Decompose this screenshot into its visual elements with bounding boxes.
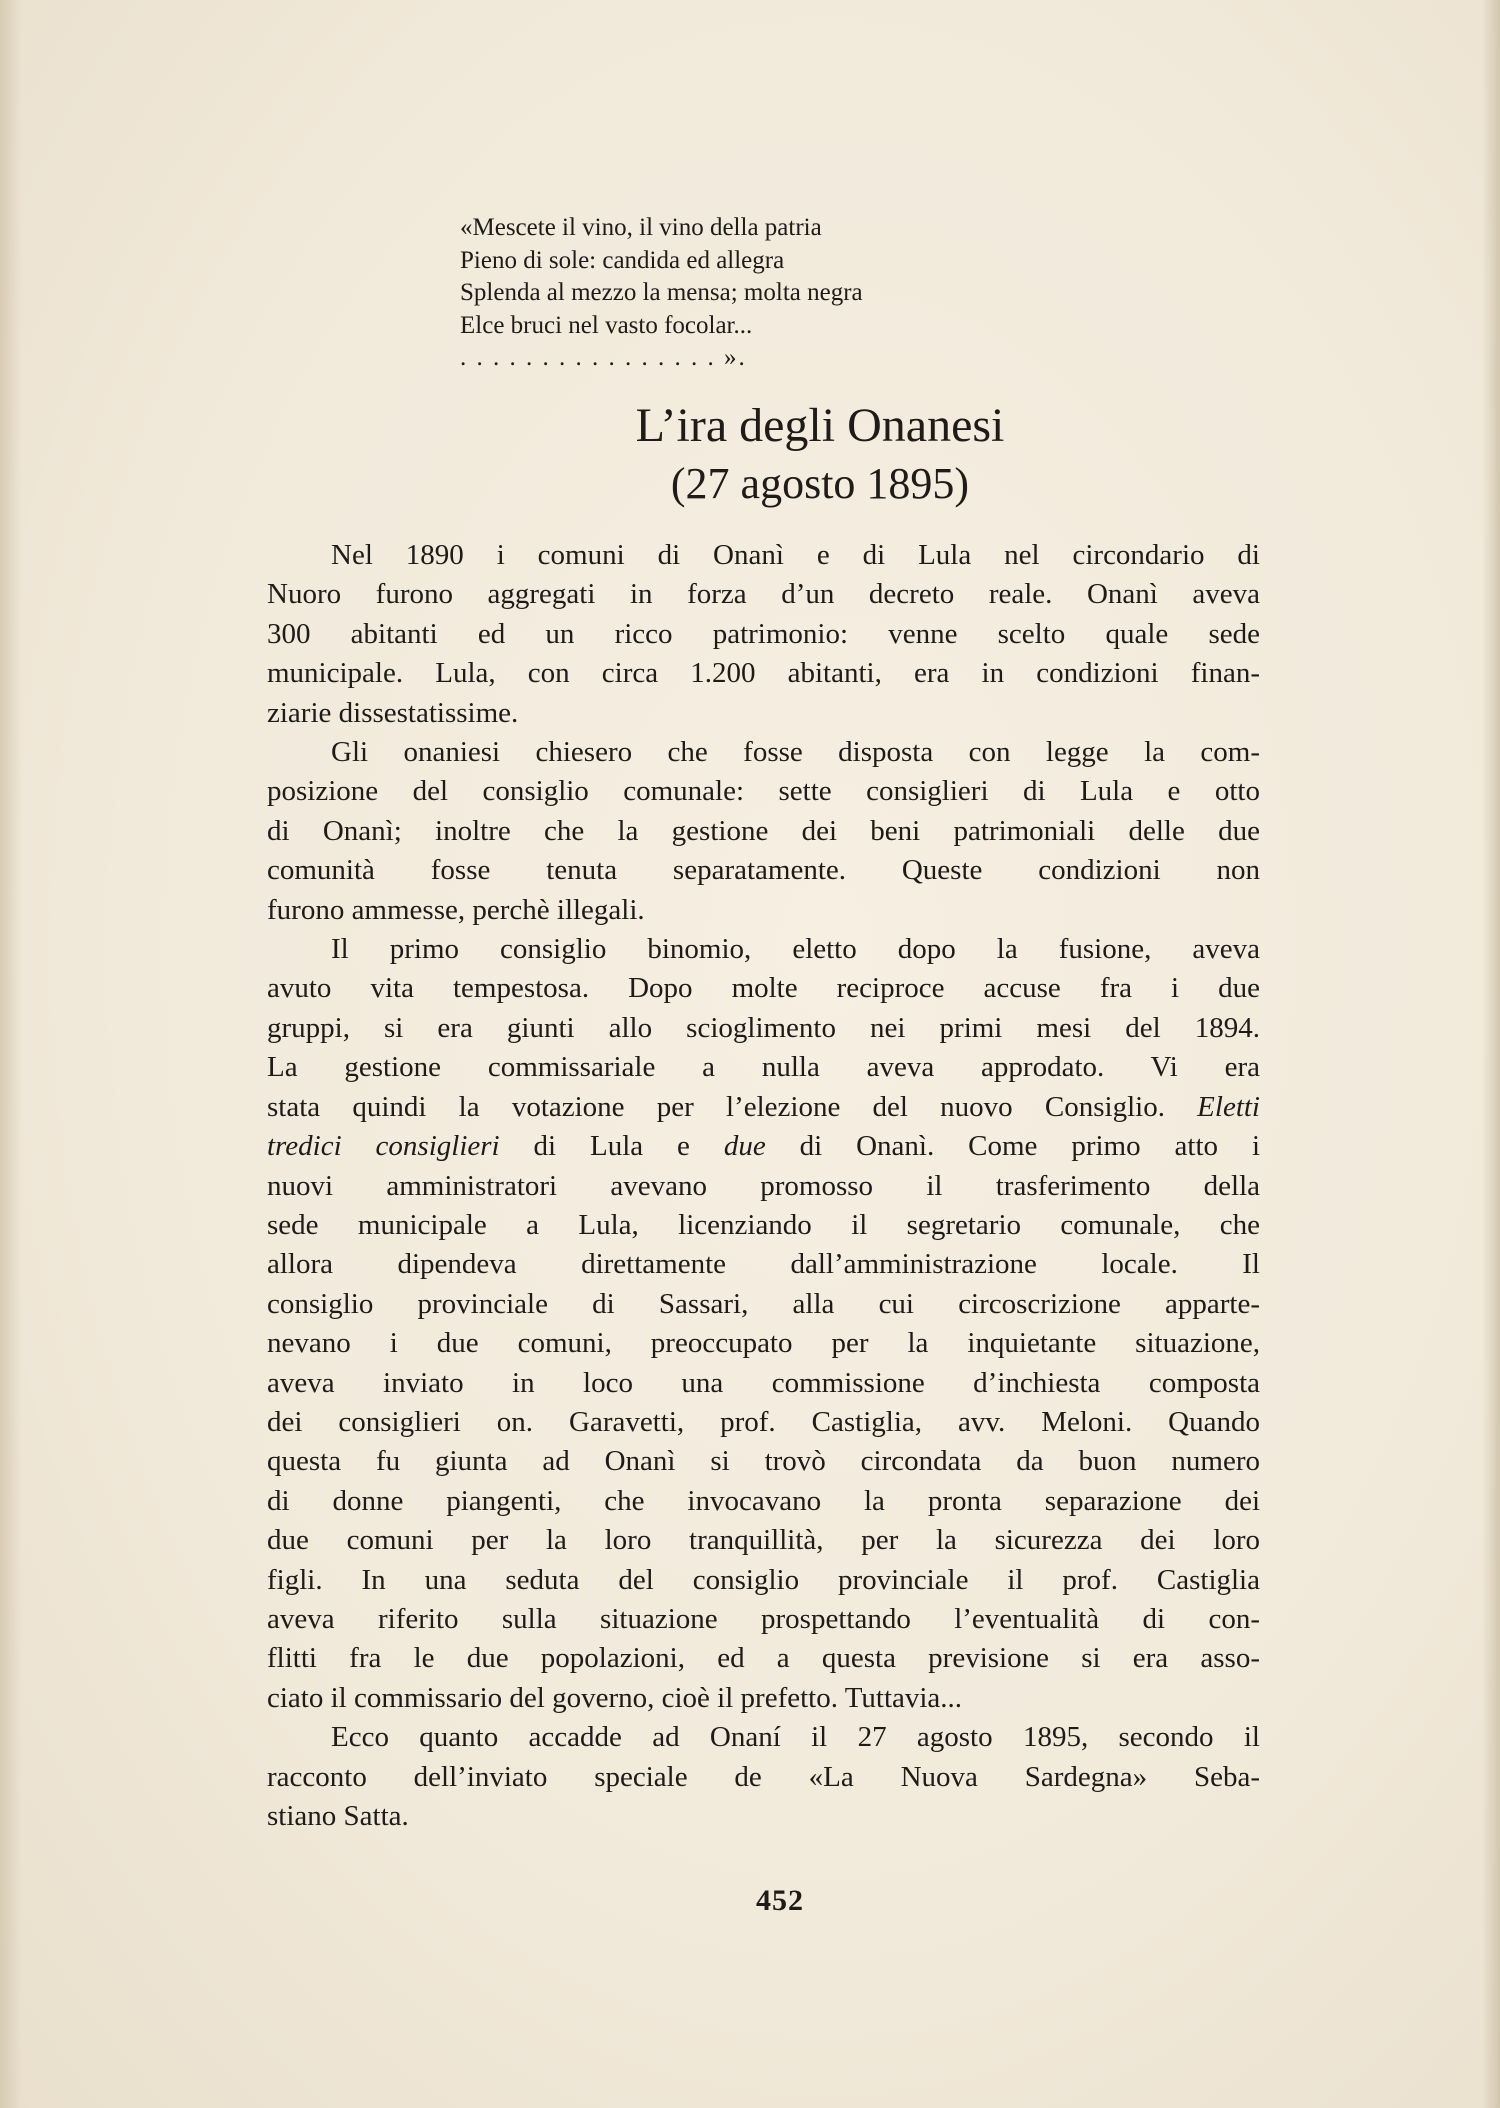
text-line: gruppi, si era giunti allo scioglimento nei primi mesi del 1894. [267, 1011, 1260, 1044]
text-line: nevano i due comuni, preoccupato per la inquietante situazione, [267, 1327, 1260, 1360]
text-line: 300 abitanti ed un ricco patrimonio: venne scelto quale sede [267, 617, 1260, 650]
text-line: aveva riferito sulla situazione prospettando l’eventualità di con- [267, 1602, 1260, 1635]
text-line: di donne piangenti, che invocavano la pronta separazione dei [267, 1484, 1260, 1517]
page-edge-shadow-left [0, 0, 22, 2108]
text-line: nuovi amministratori avevano promosso il trasferimento della [267, 1169, 1260, 1202]
chapter-title: L’ira degli Onanesi [635, 399, 1005, 452]
text-line: ciato il commissario del governo, cioè il prefetto. Tuttavia... [267, 1681, 963, 1714]
text-line: stiano Satta. [267, 1800, 409, 1832]
text-line: allora dipendeva direttamente dall’amministrazione locale. Il [267, 1248, 1260, 1281]
page-edge-shadow-right [1482, 0, 1500, 2108]
text-line: questa fu giunta ad Onanì si trovò circondata da buon numero [267, 1445, 1260, 1478]
epigraph-verse [460, 212, 1080, 375]
epigraph-line: Pieno di sole: candida ed allegra [460, 246, 785, 274]
text-line: aveva inviato in loco una commissione d’inchiesta composta [267, 1366, 1260, 1399]
text-segment: stata quindi la votazione per l’elezione del nuovo Consiglio. [267, 1090, 1198, 1123]
text-line: di Onanì; inoltre che la gestione dei beni patrimoniali delle due [267, 814, 1260, 847]
chapter-body [267, 536, 1260, 1836]
text-line: Nuoro furono aggregati in forza d’un decreto reale. Onanì aveva [267, 578, 1260, 611]
epigraph-ellipsis-line: . . . . . . . . . . . . . . . . ». [460, 344, 747, 371]
chapter-date: (27 agosto 1895) [670, 459, 970, 508]
italic-text: due [723, 1130, 766, 1163]
text-line: dei consiglieri on. Garavetti, prof. Castiglia, avv. Meloni. Quando [267, 1405, 1260, 1438]
text-line: flitti fra le due popolazioni, ed a questa previsione si era asso- [267, 1642, 1260, 1675]
text-line: consiglio provinciale di Sassari, alla cui circoscrizione apparte- [267, 1287, 1260, 1320]
text-line: ziarie dissestatissime. [267, 696, 519, 729]
italic-text: tredici consiglieri [267, 1130, 500, 1163]
text-segment: di Onanì. Come primo atto i [765, 1130, 1260, 1163]
text-line: municipale. Lula, con circa 1.200 abitanti, era in condizioni finan- [267, 657, 1260, 690]
text-line: figli. In una seduta del consiglio provinciale il prof. Castiglia [267, 1563, 1260, 1596]
text-line: avuto vita tempestosa. Dopo molte reciproce accuse fra i due [267, 972, 1260, 1005]
paragraph-4 [267, 1718, 1260, 1836]
text-line: racconto dell’inviato speciale de «La Nuova Sardegna» Seba- [267, 1760, 1260, 1793]
text-segment: di Lula e [499, 1130, 724, 1163]
text-line: La gestione commissariale a nulla aveva approdato. Vi era [267, 1051, 1260, 1084]
italic-text: Eletti [1197, 1090, 1260, 1123]
paragraph-1 [267, 536, 1260, 733]
page-number: 452 [756, 1884, 804, 1917]
text-line: Nel 1890 i comuni di Onanì e di Lula nel circondario di [331, 539, 1260, 571]
text-line: due comuni per la loro tranquillità, per la sicurezza dei loro [267, 1524, 1260, 1557]
text-line: Ecco quanto accadde ad Onaní il 27 agosto 1895, secondo il [331, 1721, 1260, 1754]
text-line: comunità fosse tenuta separatamente. Queste condizioni non [267, 854, 1260, 887]
text-line: furono ammesse, perchè illegali. [267, 893, 645, 926]
paragraph-2 [267, 733, 1260, 930]
text-line [267, 1088, 1260, 1127]
epigraph-line: Elce bruci nel vasto focolar... [460, 311, 753, 339]
text-line: Il primo consiglio binomio, eletto dopo la fusione, aveva [331, 933, 1260, 966]
text-line [267, 1127, 1260, 1166]
epigraph-line: «Mescete il vino, il vino della patria [460, 214, 822, 241]
text-line: Gli onaniesi chiesero che fosse disposta con legge la com- [331, 736, 1260, 769]
epigraph-line: Splenda al mezzo la mensa; molta negra [460, 279, 863, 306]
text-line: posizione del consiglio comunale: sette consiglieri di Lula e otto [267, 775, 1260, 808]
text-line: sede municipale a Lula, licenziando il segretario comunale, che [267, 1208, 1260, 1241]
paragraph-3 [267, 930, 1260, 1718]
